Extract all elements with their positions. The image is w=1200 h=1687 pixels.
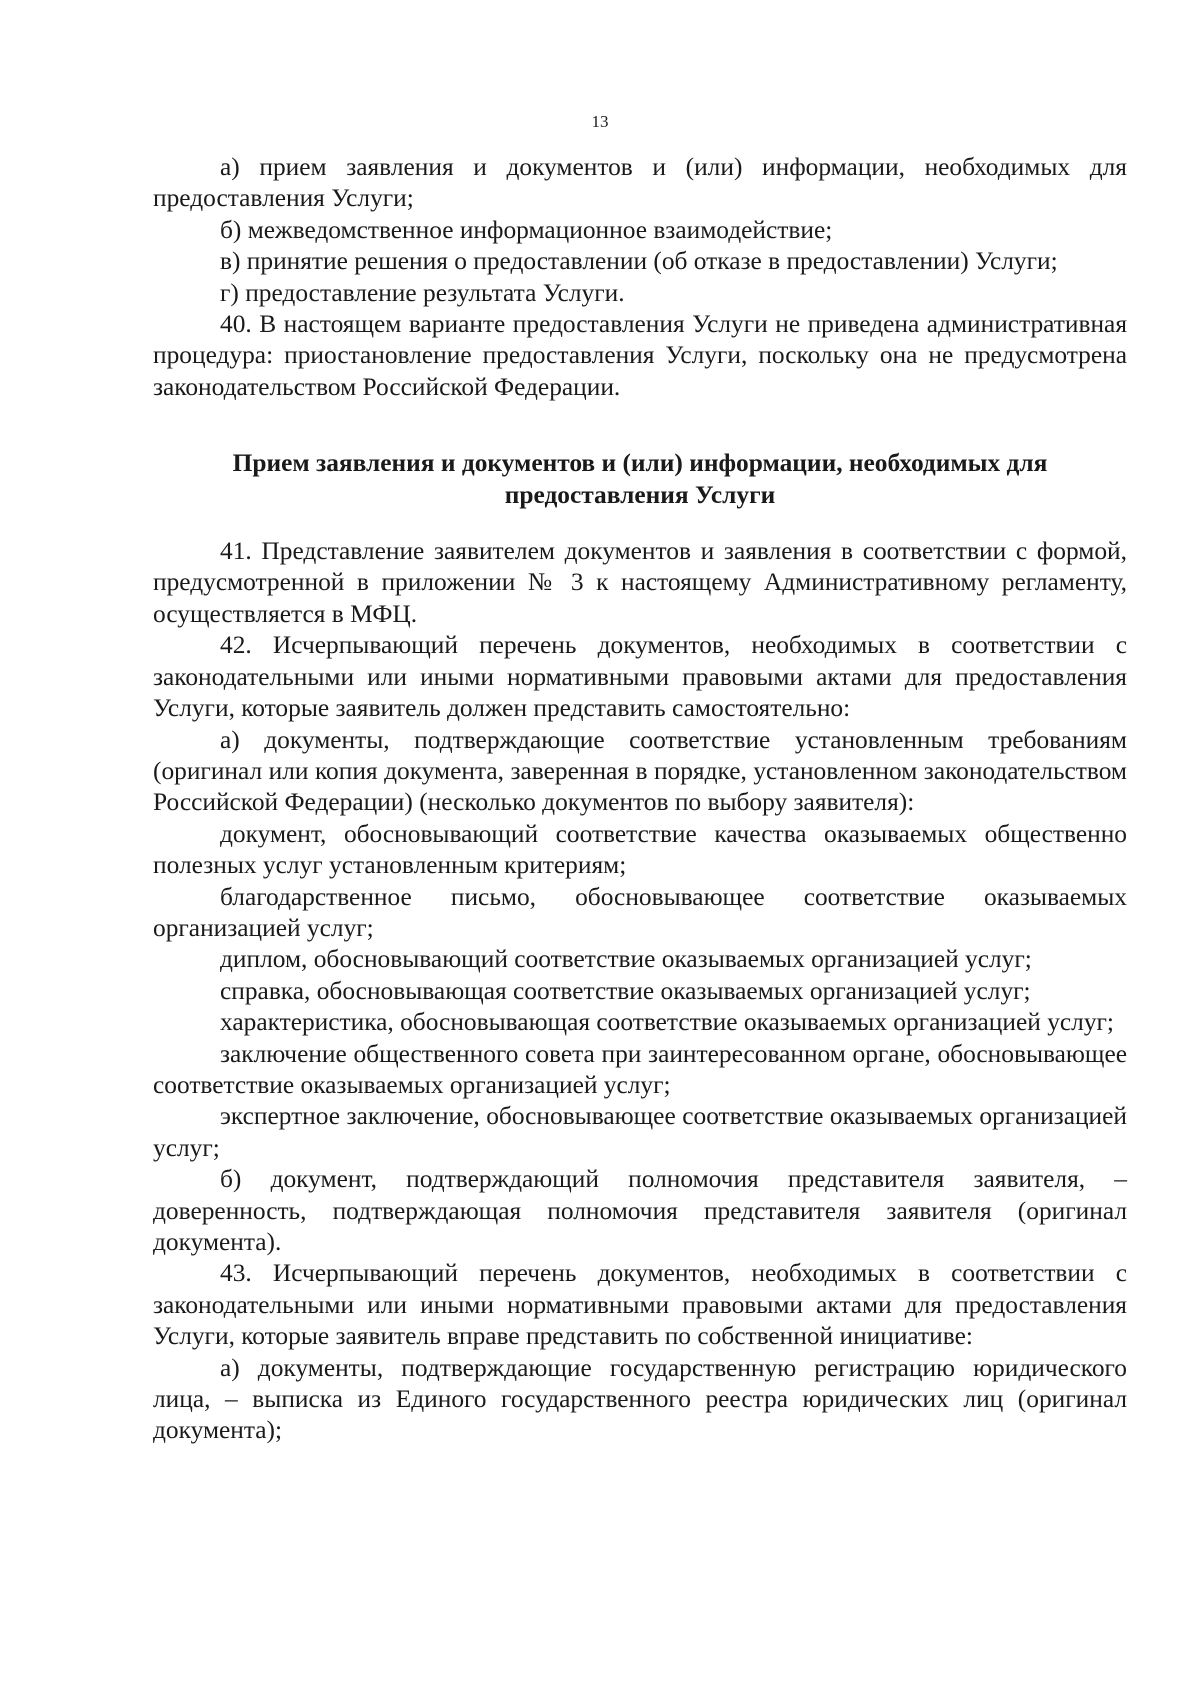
paragraph-40: 40. В настоящем варианте предоставления Услуги не приведена административная процедура: приостановление предоставления Услуги, поскольку она не предусмотрена законодательством Российской Федерации. — [153, 310, 1127, 401]
paragraph-42-b: б) документ, подтверждающий полномочия представителя заявителя, – доверенность, подтверждающая полномочия представителя заявителя (оригинал документа). — [153, 1165, 1127, 1256]
paragraph-43: 43. Исчерпывающий перечень документов, необходимых в соответствии с законодательными или иными нормативными правовыми актами для предоставления Услуги, которые заявитель вправе представить по собственной инициативе: — [153, 1259, 1127, 1351]
list-item-a: а) прием заявления и документов и (или) информации, необходимых для предоставления Услуги; — [153, 153, 1127, 213]
page-number: 13 — [591, 112, 609, 131]
paragraph-42-a: а) документы, подтверждающие соответствие установленным требованиям (оригинал или копия документа, заверенная в порядке, установленном законодательством Российской Федерации) (несколько документов по выбору заявителя): — [153, 725, 1127, 817]
document-item: экспертное заключение, обосновывающее соответствие оказываемых организацией услуг; — [153, 1102, 1127, 1162]
document-item: характеристика, обосновывающая соответствие оказываемых организацией услуг; — [220, 1008, 1114, 1037]
document-item: документ, обосновывающий соответствие качества оказываемых общественно полезных услуг установленным критериям; — [153, 819, 1127, 880]
document-item: диплом, обосновывающий соответствие оказываемых организацией услуг; — [220, 945, 1032, 974]
document-item: справка, обосновывающая соответствие оказываемых организацией услуг; — [220, 976, 1031, 1005]
section-heading-line-1: Прием заявления и документов и (или) информации, необходимых для — [232, 449, 1048, 478]
paragraph-42: 42. Исчерпывающий перечень документов, необходимых в соответствии с законодательными или иными нормативными правовыми актами для предоставления Услуги, которые заявитель должен представить самостоятельно: — [153, 631, 1127, 723]
section-heading-line-2: предоставления Услуги — [504, 480, 776, 509]
document-body — [153, 152, 1127, 1447]
document-item: заключение общественного совета при заинтересованном органе, обосновывающее соответствие оказываемых организацией услуг; — [153, 1039, 1127, 1099]
section-heading — [153, 448, 1127, 511]
document-item: благодарственное письмо, обосновывающее соответствие оказываемых организацией услуг; — [153, 882, 1127, 942]
paragraph-41: 41. Представление заявителем документов и заявления в соответствии с формой, предусмотренной в приложении № 3 к настоящему Административному регламенту, осуществляется в МФЦ. — [153, 537, 1127, 628]
paragraph-43-a: а) документы, подтверждающие государственную регистрацию юридического лица, – выписка из Единого государственного реестра юридических лиц (оригинал документа); — [153, 1353, 1127, 1445]
list-item-v: в) принятие решения о предоставлении (об отказе в предоставлении) Услуги; — [220, 247, 1058, 276]
list-item-b: б) межведомственное информационное взаимодействие; — [220, 215, 833, 244]
list-item-g: г) предоставление результата Услуги. — [220, 278, 625, 307]
